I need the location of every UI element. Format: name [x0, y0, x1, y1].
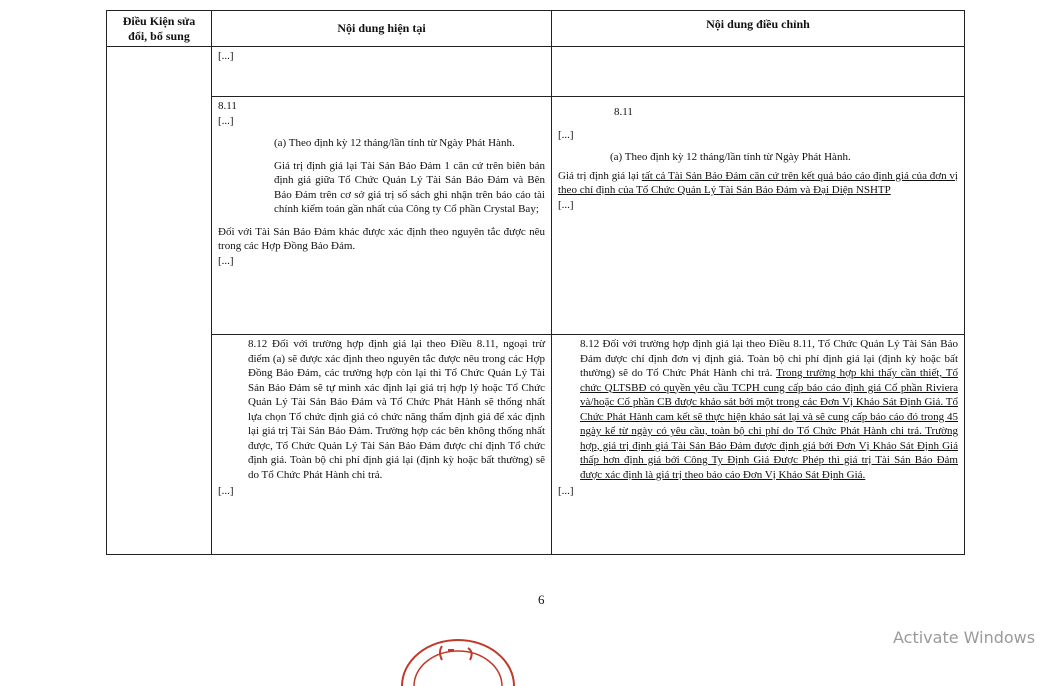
- conditions-cell: [107, 47, 212, 555]
- adjusted-cell: [552, 97, 965, 335]
- valuation-paragraph: [558, 169, 958, 198]
- clause-number: 8.11: [614, 106, 633, 118]
- valuation-paragraph: Giá trị định giá lại Tài Sản Bảo Đảm 1 căn cứ trên biên bản định giá giữa Tổ Chức Quản Lý Tài Sản Bảo Đảm và Bên Bảo Đảm trên cơ sở giá trị số sách ghi nhận trên báo cáo tài chính kiểm toán gần nhất của Công ty Cổ phần Crystal Bay;: [274, 159, 545, 215]
- ellipsis-text: [...]: [218, 254, 234, 267]
- ellipsis-text: [...]: [218, 114, 234, 127]
- ellipsis-text: [...]: [558, 485, 574, 497]
- clause-number: 8.11: [218, 100, 237, 112]
- table-row: [107, 97, 965, 335]
- clause-a-text: (a) Theo định kỳ 12 tháng/lần tính từ Ngày Phát Hành.: [274, 137, 515, 149]
- table-row: [107, 47, 965, 97]
- amendment-table: [106, 10, 965, 555]
- current-cell: [212, 335, 552, 555]
- ellipsis-text: [...]: [218, 50, 234, 62]
- clause-a-text: (a) Theo định kỳ 12 tháng/lần tính từ Ngày Phát Hành.: [610, 151, 851, 163]
- ellipsis-text: [...]: [218, 485, 234, 497]
- clause-8-12-text: [580, 337, 958, 482]
- table-header-row: [107, 11, 965, 47]
- page-number: 6: [538, 592, 545, 607]
- activate-windows-watermark: Activate Windows: [893, 628, 1036, 647]
- inserted-text: Trong trường hợp khi thấy cần thiết, Tổ chức QLTSBĐ có quyền yêu cầu TCPH cung cấp báo cáo định giá Cổ phần Riviera và/hoặc Cổ phần CB được khảo sát bởi một trong các Đơn Vị Khảo Sát Định Giá. Tổ Chức Phát Hành cam kết sẽ thực hiện khảo sát lại và sẽ cung cấp báo cáo đó trong 45 ngày kể từ ngày có yêu cầu, toàn bộ chi phí do Tổ Chức Phát Hành chi trả. Trường hợp, giá trị định giá Tài Sản Bảo Đảm được định giá bởi Đơn Vị Khảo Sát Định Giá thấp hơn định giá bởi Công Ty Định Giá Được Phép thì giá trị Tài Sản Bảo Đảm được xác định là giá trị theo báo cáo Đơn Vị Khảo Sát Định Giá.: [580, 367, 958, 481]
- current-cell: [212, 47, 552, 97]
- inserted-text: tất cả Tài Sản Bảo Đảm căn cứ trên kết quả báo cáo định giá của đơn vị theo chỉ định của Tổ Chức Quản Lý Tài Sản Bảo Đảm và Đại Diện NSHTP: [558, 169, 958, 196]
- header-conditions: Điều Kiện sửa đổi, bổ sung: [107, 11, 212, 47]
- table-row: [107, 335, 965, 555]
- header-adjusted-content: Nội dung điều chỉnh: [552, 11, 965, 47]
- clause-8-12-text: 8.12 Đối với trường hợp định giá lại theo Điều 8.11, ngoại trừ điểm (a) sẽ được xác định theo nguyên tắc được nêu trong các Hợp Đồng Bảo Đảm, các trường hợp còn lại thì Tổ Chức Quản Lý Tài Sản Bảo Đảm sẽ tự mình xác định lại giá trị hợp lý hoặc Tổ Chức Quản Lý Tài Sản Bảo Đảm và Tổ Chức Phát Hành sẽ thống nhất lựa chọn Tổ chức định giá có chức năng thẩm định giá để xác định lại giá trị Tài Sản Bảo Đảm. Trường hợp các bên không thống nhất được, Tổ Chức Quản Lý Tài Sản Bảo Đảm được chỉ định Tổ chức định giá. Toàn bộ chi phí định giá lại (định kỳ hoặc bất thường) sẽ do Tổ Chức Phát Hành chi trả.: [248, 338, 545, 481]
- header-current-content: Nội dung hiện tại: [212, 11, 552, 47]
- other-assets-paragraph: Đối với Tài Sản Bảo Đảm khác được xác định theo nguyên tắc được nêu trong các Hợp Đồng Bảo Đảm.: [218, 225, 545, 252]
- current-cell: [212, 97, 552, 335]
- plain-text: Giá trị định giá lại: [558, 169, 642, 182]
- adjusted-cell: [552, 335, 965, 555]
- ellipsis-text: [...]: [558, 128, 574, 141]
- adjusted-cell: [552, 47, 965, 97]
- company-seal-icon: [398, 626, 518, 686]
- plain-text: 8.12 Đối với trường hợp định giá lại theo Điều 8.11, Tổ Chức Quản Lý Tài Sản Bảo Đảm được chỉ định đơn vị định giá. Toàn bộ chi phí định giá lại (định kỳ hoặc bất thường) sẽ do Tổ Chức Phát Hành chi trả.: [580, 338, 958, 379]
- ellipsis-text: [...]: [558, 198, 574, 211]
